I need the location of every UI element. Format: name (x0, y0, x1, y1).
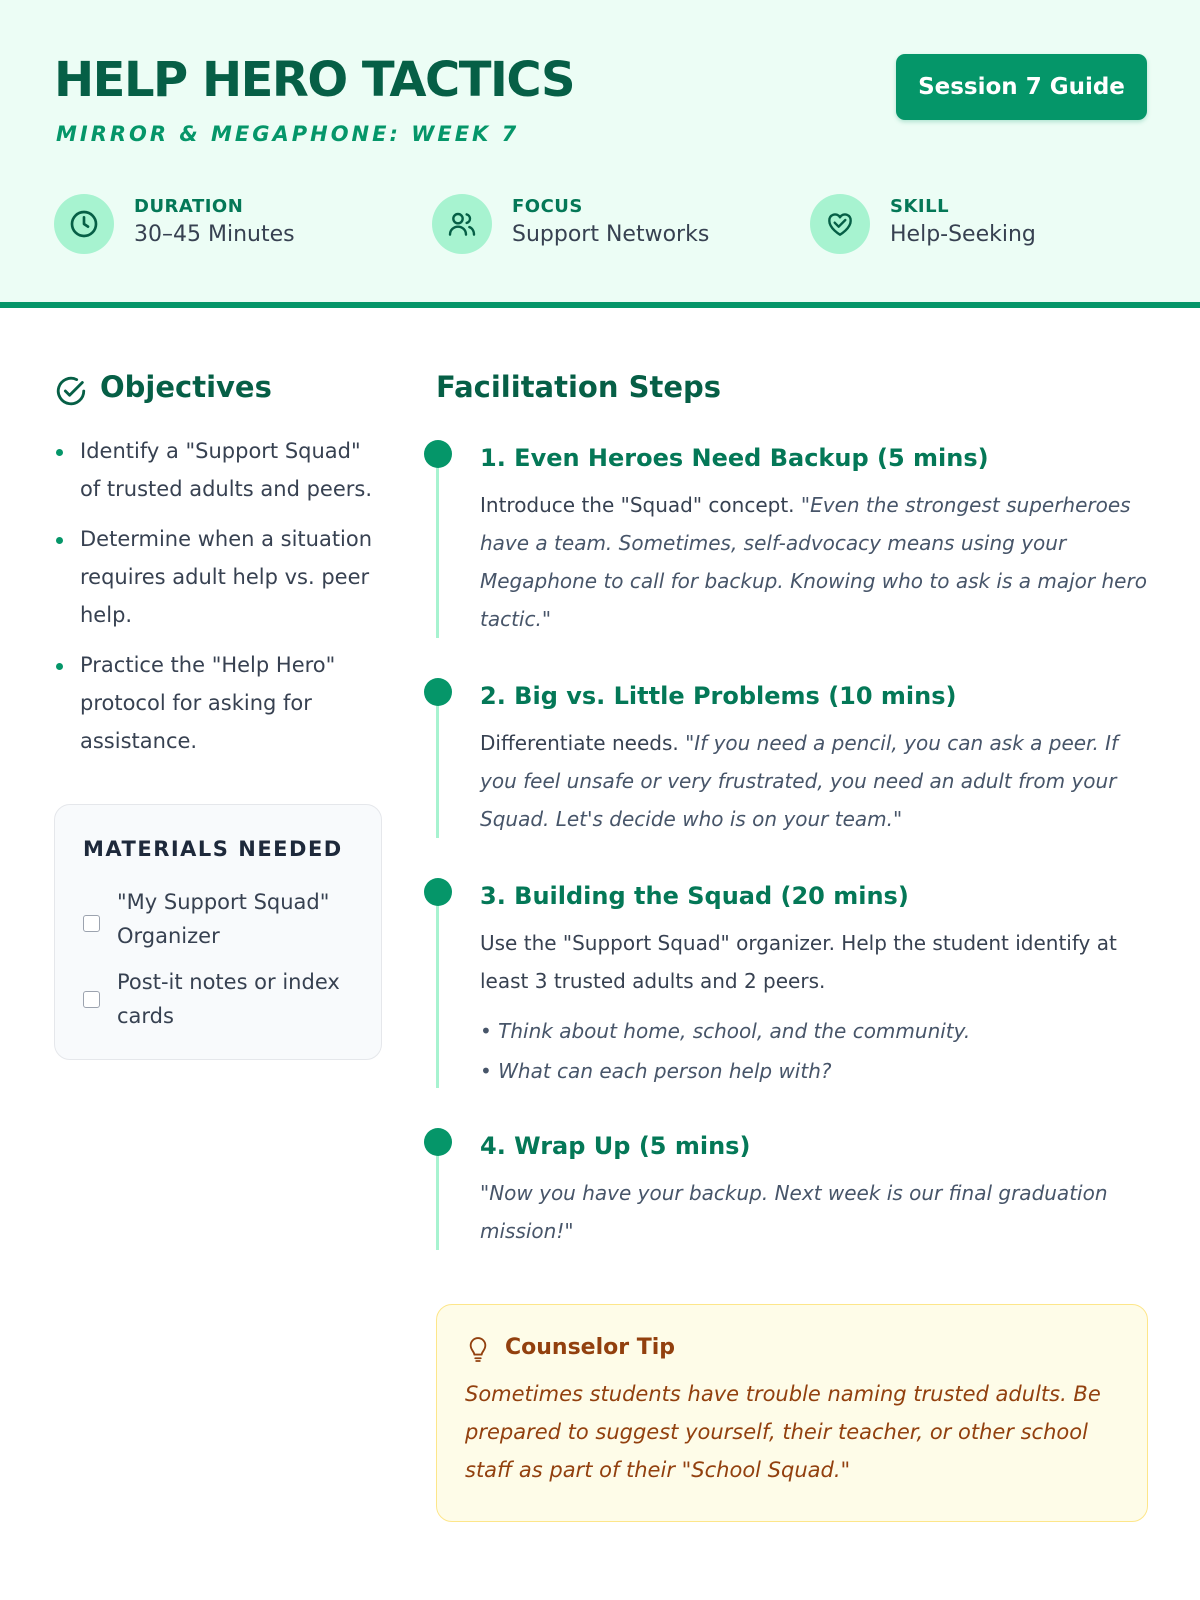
step-quote: "If you need a pencil, you can ask a peer. If you feel unsafe or very frustrated, you need an adult from your Squad. Let's decide who is on your team." (480, 731, 1119, 831)
session-guide-button[interactable]: Session 7 Guide (896, 54, 1147, 120)
objectives-list (54, 432, 384, 772)
timeline-line (436, 1140, 439, 1250)
step-title: 3. Building the Squad (20 mins) (480, 882, 909, 910)
step-bullet: • What can each person help with? (480, 1059, 832, 1083)
step-title: 4. Wrap Up (5 mins) (480, 1132, 751, 1160)
page-subtitle: MIRROR & MEGAPHONE: WEEK 7 (56, 122, 520, 146)
materials-item-label: Post-it notes or index cards (117, 970, 340, 1028)
step-body (480, 486, 1150, 638)
materials-title: MATERIALS NEEDED (83, 837, 343, 861)
timeline-line (436, 890, 439, 1088)
meta-label: SKILL (890, 196, 950, 217)
users-icon (432, 194, 492, 254)
materials-card (54, 804, 382, 1060)
header (0, 0, 1200, 308)
check-circle-icon (54, 374, 88, 412)
lightbulb-icon (467, 1337, 489, 1367)
step-bullet: • Think about home, school, and the community. (480, 1019, 971, 1043)
page-title: HELP HERO TACTICS (54, 52, 575, 108)
checkbox[interactable] (83, 915, 100, 932)
steps-title: Facilitation Steps (436, 370, 722, 404)
objectives-title: Objectives (100, 370, 272, 404)
step-body (480, 1174, 1150, 1250)
tip-body: Sometimes students have trouble naming trusted adults. Be prepared to suggest yourself, their teacher, or other school staff as part of their "School Squad." (465, 1382, 1101, 1482)
step-text: Introduce the "Squad" concept. (480, 493, 801, 517)
materials-item-label: "My Support Squad" Organizer (117, 890, 330, 948)
list-item: Identify a "Support Squad" of trusted adults and peers. (54, 432, 384, 508)
step-title: 1. Even Heroes Need Backup (5 mins) (480, 444, 989, 472)
step-body: Use the "Support Squad" organizer. Help the student identify at least 3 trusted adults and 2 peers. (480, 931, 1117, 993)
step-quote: "Now you have your backup. Next week is our final graduation mission!" (480, 1181, 1108, 1243)
clock-icon (54, 194, 114, 254)
timeline-dot (424, 1128, 452, 1156)
meta-label: DURATION (134, 196, 244, 217)
timeline-dot (424, 878, 452, 906)
checkbox[interactable] (83, 991, 100, 1008)
meta-label: FOCUS (512, 196, 583, 217)
step-title: 2. Big vs. Little Problems (10 mins) (480, 682, 957, 710)
heart-handshake-icon (810, 194, 870, 254)
step-quote: "Even the strongest superheroes have a team. Sometimes, self-advocacy means using your Megaphone to call for backup. Knowing who to ask is a major hero tactic." (480, 493, 1147, 631)
meta-value: 30–45 Minutes (134, 222, 295, 247)
step-text: Differentiate needs. (480, 731, 686, 755)
list-item: Determine when a situation requires adult help vs. peer help. (54, 520, 384, 634)
step-body (480, 724, 1150, 838)
timeline-line (436, 452, 439, 638)
counselor-tip-card (436, 1304, 1148, 1522)
timeline-dot (424, 440, 452, 468)
meta-value: Help-Seeking (890, 222, 1036, 247)
timeline-line (436, 690, 439, 838)
list-item: Practice the "Help Hero" protocol for asking for assistance. (54, 646, 384, 760)
timeline-dot (424, 678, 452, 706)
tip-title: Counselor Tip (505, 1335, 676, 1360)
meta-value: Support Networks (512, 222, 710, 247)
